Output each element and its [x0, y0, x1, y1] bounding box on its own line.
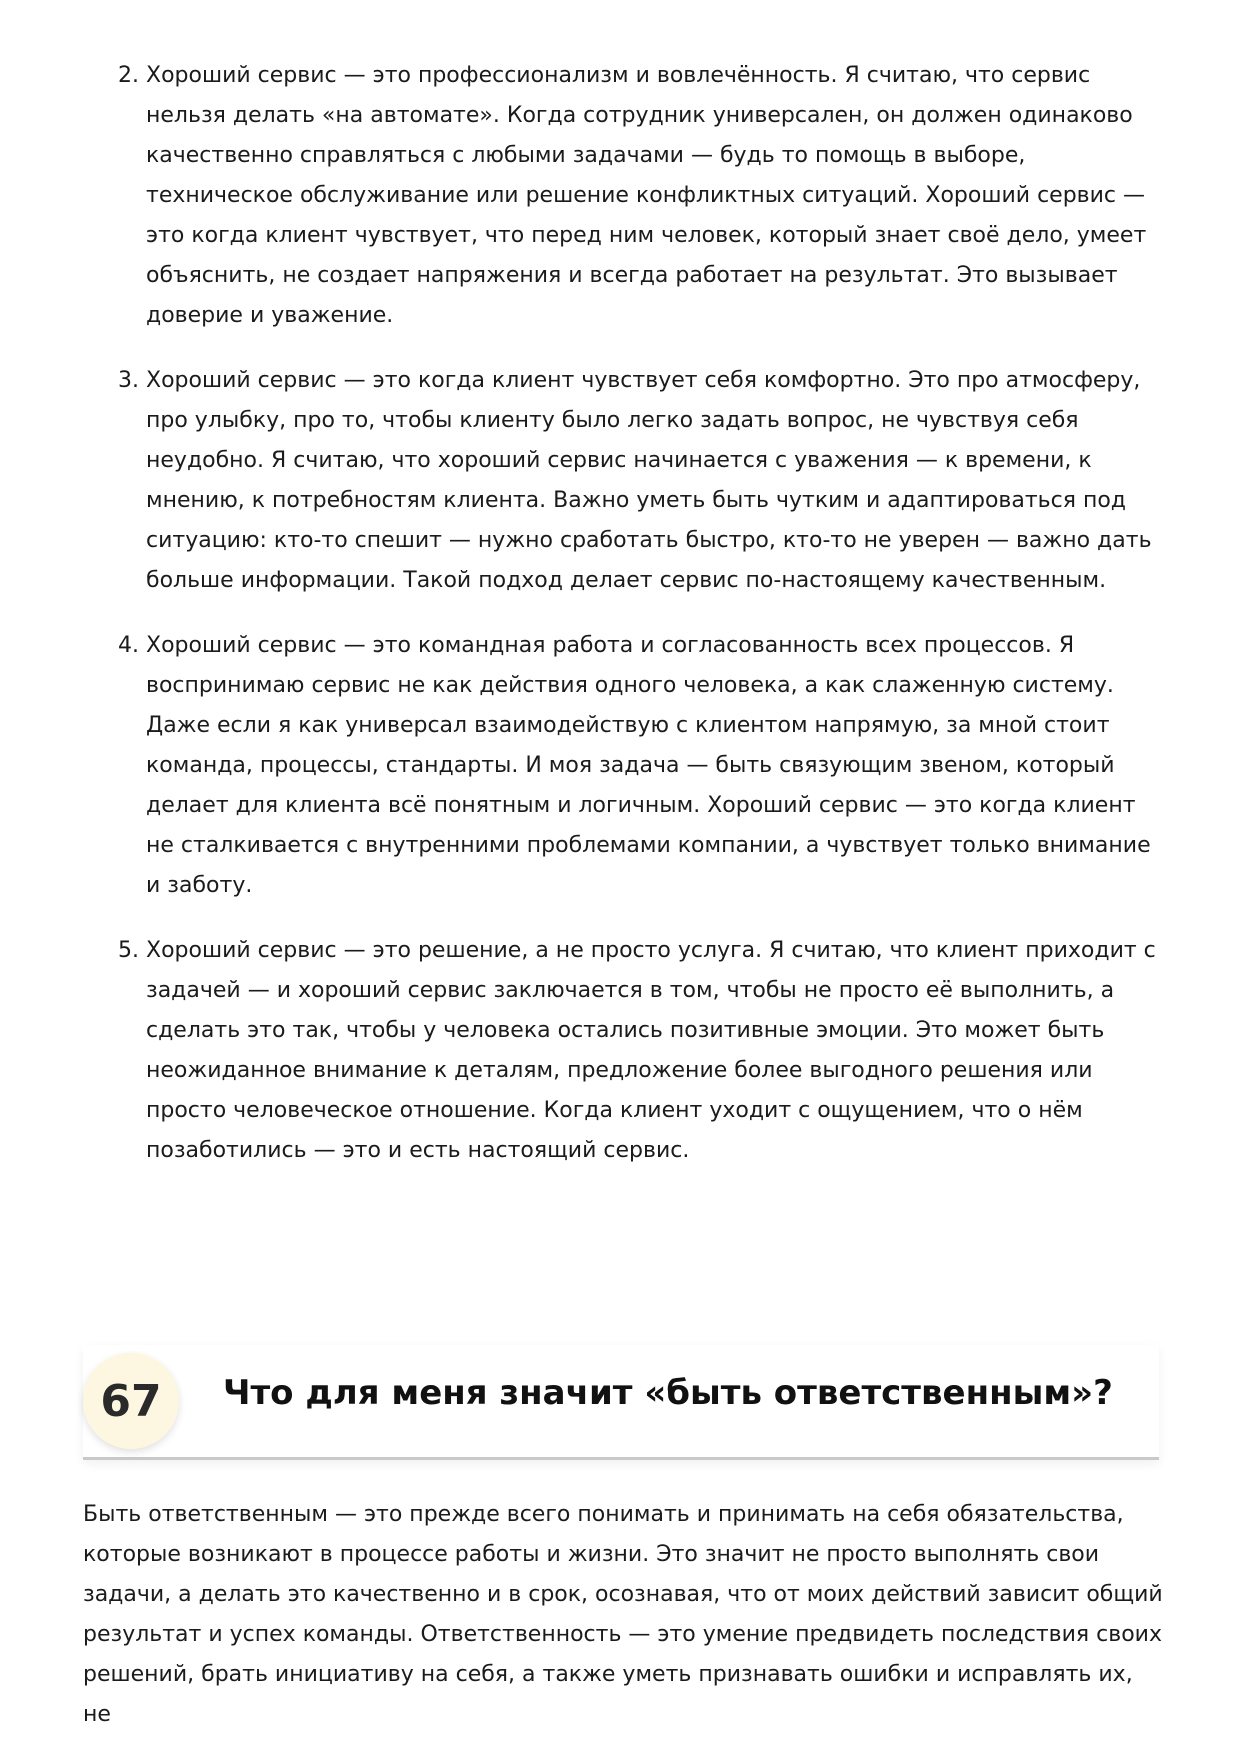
list-item-text: Хороший сервис — это командная работа и согласованность всех процессов. Я воспринимаю сервис не как действия одного человека, а как слаженную систему. Даже если я как универсал взаимодействую с клиентом напрямую, за мной стоит команда, процессы, стандарты. И моя задача — быть связующим звеном, который делает для клиента всё понятным и логичным. Хороший сервис — это когда клиент не сталкивается с внутренними проблемами компании, а чувствует только внимание и заботу. [146, 633, 1151, 898]
list-item-number: 5. [118, 938, 139, 963]
list-item-number: 2. [118, 63, 139, 88]
section-number-badge: 67 [83, 1353, 179, 1449]
list-item-text: Хороший сервис — это когда клиент чувствует себя комфортно. Это про атмосферу, про улыбку, про то, чтобы клиенту было легко задать вопрос, не чувствуя себя неудобно. Я считаю, что хороший сервис начинается с уважения — к времени, к мнению, к потребностям клиента. Важно уметь быть чутким и адаптироваться под ситуацию: кто-то спешит — нужно сработать быстро, кто-то не уверен — важно дать больше информации. Такой подход делает сервис по-настоящему качественным. [146, 368, 1152, 593]
section-heading [83, 1345, 1159, 1460]
list-item-number: 3. [118, 368, 139, 393]
list-item-text: Хороший сервис — это профессионализм и вовлечённость. Я считаю, что сервис нельзя делать «на автомате». Когда сотрудник универсален, он должен одинаково качественно справляться с любыми задачами — будь то помощь в выборе, техническое обслуживание или решение конфликтных ситуаций. Хороший сервис — это когда клиент чувствует, что перед ним человек, который знает своё дело, умеет объяснить, не создает напряжения и всегда работает на результат. Это вызывает доверие и уважение. [146, 63, 1147, 328]
section-body-text: Быть ответственным — это прежде всего понимать и принимать на себя обязательства, которые возникают в процессе работы и жизни. Это значит не просто выполнять свои задачи, а делать это качественно и в срок, осознавая, что от моих действий зависит общий результат и успех команды. Ответственность — это умение предвидеть последствия своих решений, брать инициативу на себя, а также уметь признавать ошибки и исправлять их, не [83, 1502, 1163, 1727]
list-item [0, 56, 1239, 336]
list-item [0, 361, 1239, 601]
list-item-text: Хороший сервис — это решение, а не просто услуга. Я считаю, что клиент приходит с задачей — и хороший сервис заключается в том, чтобы не просто её выполнить, а сделать это так, чтобы у человека остались позитивные эмоции. Это может быть неожиданное внимание к деталям, предложение более выгодного решения или просто человеческое отношение. Когда клиент уходит с ощущением, что о нём позаботились — это и есть настоящий сервис. [146, 938, 1156, 1163]
answer-list [0, 56, 1239, 1196]
list-item-number: 4. [118, 633, 139, 658]
list-item [0, 931, 1239, 1171]
list-item [0, 626, 1239, 906]
section-title: Что для меня значит «быть ответственным»? [223, 1373, 1113, 1413]
